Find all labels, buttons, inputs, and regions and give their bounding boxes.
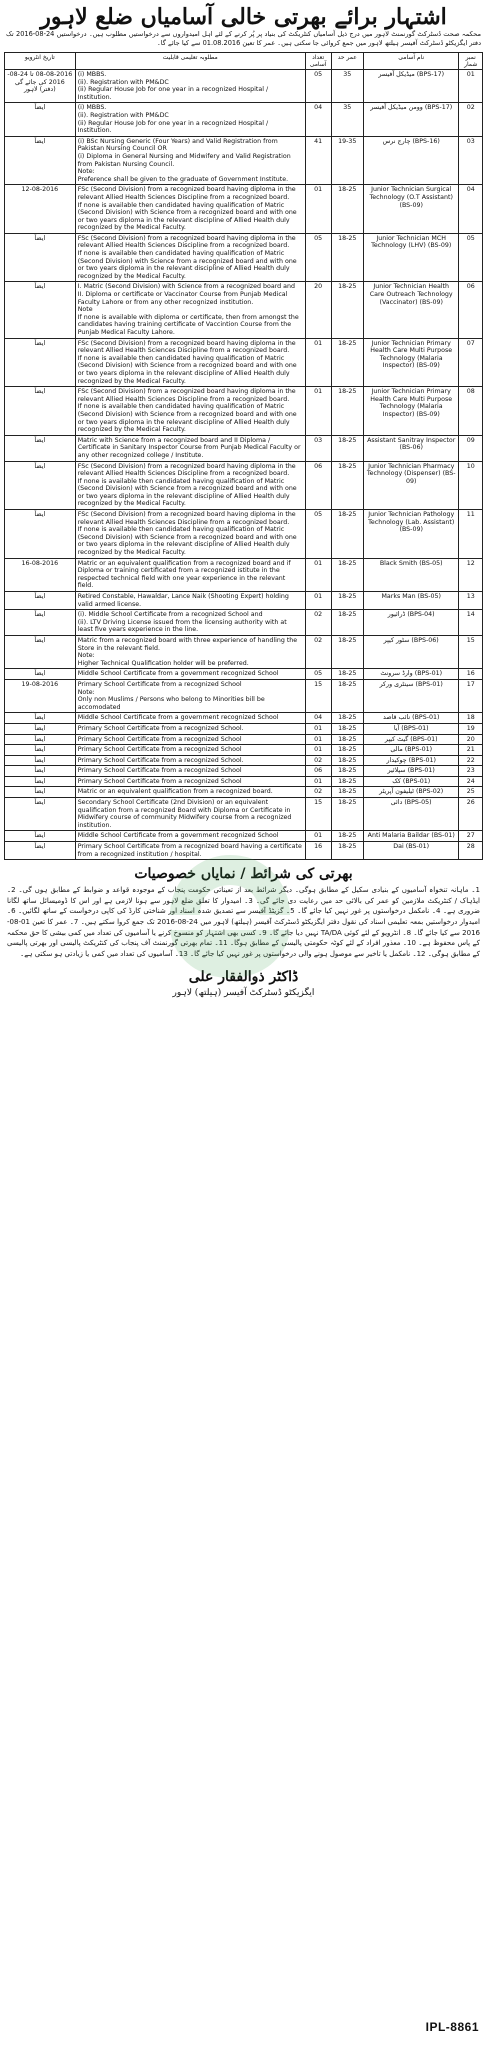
qualification-line: If none is available then candidated having qualification of Matric (Second Division) with Science from a recognized board and with one or two years diploma in the relevant discipline of Allied Health duly recognized by the Medical Faculty. <box>77 526 297 557</box>
cell-qualification <box>75 461 305 510</box>
cell-serial-number: 23 <box>459 766 483 777</box>
col-header-qualification: مطلوبہ تعلیمی قابلیت <box>75 53 305 70</box>
cell-serial-number: 13 <box>459 592 483 610</box>
advertisement-page <box>4 4 483 998</box>
qualification-line: (ii) Regular House Job for one year in a recognized Hospital / Institution. <box>77 86 269 101</box>
col-header-post: نام آسامی <box>364 53 459 70</box>
qualification-line: FSc (Second Division) from a recognized board having diploma in the relevant Allied Health Sciences Discipline from a recognized board. <box>77 462 296 478</box>
table-row <box>5 136 483 185</box>
table-row <box>5 798 483 831</box>
qualification-line: (ii) Regular House Job for one year in a recognized Hospital / Institution. <box>77 119 269 135</box>
qualification-line: Middle School Certificate from a government recognized School <box>77 714 279 722</box>
cell-interview-date: 16-08-2016 <box>5 558 76 591</box>
qualification-line: Matric with Science from a recognized board and II Diploma / Certificate in Sanitary Inspector Course from Punjab Medical Faculty or any other recognized college / Institute. <box>77 436 301 459</box>
cell-age-limit: 18-25 <box>331 185 364 234</box>
cell-qualification <box>75 723 305 734</box>
cell-serial-number: 06 <box>459 282 483 338</box>
cell-qualification <box>75 842 305 860</box>
cell-num-posts: 01 <box>305 338 331 387</box>
cell-num-posts: 15 <box>305 798 331 831</box>
qualification-line: Primary School Certificate from a recognized School <box>77 746 242 754</box>
cell-interview-date: ایضاً <box>5 766 76 777</box>
cell-age-limit: 18-25 <box>331 510 364 559</box>
cell-serial-number: 21 <box>459 745 483 756</box>
cell-serial-number: 07 <box>459 338 483 387</box>
table-row <box>5 766 483 777</box>
cell-interview-date: ایضاً <box>5 831 76 842</box>
cell-serial-number: 17 <box>459 679 483 712</box>
cell-post-name: Junior Technician MCH Technology (LHV) (BS-09) <box>364 233 459 282</box>
cell-age-limit: 18-25 <box>331 842 364 860</box>
cell-serial-number: 27 <box>459 831 483 842</box>
cell-num-posts: 05 <box>305 70 331 103</box>
qualification-line: I. Matric (Second Division) with Science from a recognized board and <box>77 283 296 291</box>
signature-designation: ایگزیکٹو ڈسٹرکٹ آفیسر (ہیلتھ) لاہور <box>172 988 315 999</box>
table-row <box>5 787 483 798</box>
cell-serial-number: 09 <box>459 435 483 461</box>
cell-interview-date: 08-08-2016 تا 24-08-2016 کی جائے گی (دفتر) لاہور <box>5 70 76 103</box>
cell-serial-number: 04 <box>459 185 483 234</box>
cell-num-posts: 01 <box>305 776 331 787</box>
cell-serial-number: 11 <box>459 510 483 559</box>
cell-age-limit: 35 <box>331 70 364 103</box>
table-row <box>5 70 483 103</box>
cell-post-name: Anti Malaria Baildar (BS-01) <box>364 831 459 842</box>
cell-post-name: آیا (BPS-01) <box>364 723 459 734</box>
cell-num-posts: 41 <box>305 136 331 185</box>
table-row <box>5 282 483 338</box>
qualification-line: Retired Constable, Hawaldar, Lance Naik (Shooting Expert) holding valid armed license. <box>77 593 289 608</box>
table-row <box>5 233 483 282</box>
cell-post-name: سپلائیر (BPS-01) <box>364 766 459 777</box>
qualification-line: Secondary School Certificate (2nd Division) or an equivalent qualification from a recognized Board with Diploma or Certificate in Midwifery course of community Midwifery course from a recognized institution. <box>77 799 292 829</box>
cell-age-limit: 18-25 <box>331 282 364 338</box>
cell-post-name: Junior Technician Primary Health Care Multi Purpose Technology (Malaria Inspector) (BS-09) <box>364 338 459 387</box>
cell-interview-date: ایضاً <box>5 734 76 745</box>
cell-qualification <box>75 70 305 103</box>
table-row <box>5 745 483 756</box>
cell-interview-date: ایضاً <box>5 798 76 831</box>
cell-post-name: Junior Technician Health Care Outreach Technology (Vaccinator) (BS-09) <box>364 282 459 338</box>
cell-qualification <box>75 103 305 136</box>
cell-qualification <box>75 610 305 636</box>
col-header-age: عمر حد <box>331 53 364 70</box>
qualification-line: (i) BSc Nursing Generic (Four Years) and Valid Registration from Pakistan Nursing Council OR <box>77 137 278 153</box>
terms-text: 1۔ ماہانہ تنخواہ آسامیوں کے بنیادی سکیل کے مطابق ہوگی۔ دیگر شرائط بعد از تعیناتی حکومت پنجاب کے موجودہ قواعد و ضوابط کے مطابق ہوں گی۔ 2۔ ایڈہاک / کنٹریکٹ ملازمین کو عمر کی بالائی حد میں رعایت دی جائے گی۔ 3۔ امیدوار کا تعلق ضلع لاہور سے ہونا لازمی ہے اور اس کا ڈومیسائل ساتھ لگانا ضروری ہے۔ 4۔ نامکمل درخواستوں پر غور نہیں کیا جائے گا۔ 5۔ گزیٹڈ آفیسر سے تصدیق شدہ اسناد اور شناختی کارڈ کی کاپی درخواست کے ساتھ لگائیں۔ 6۔ امیدوار درخواستیں بمعہ تعلیمی اسناد کی نقول دفتر ایگزیکٹو ڈسٹرکٹ آفیسر (ہیلتھ) لاہور میں 24-08-2016 تک جمع کروا سکتے ہیں۔ 7۔ عمر کا تعین 01-08-2016 سے کیا جائے گا۔ 8۔ انٹرویو کے لئے کوئی TA/DA نہیں دیا جائے گا۔ 9۔ کسی بھی اشتہار کو منسوخ کرنے یا آسامیوں کی تعداد میں کمی بیشی کا حق محکمہ کے پاس محفوظ ہے۔ 10۔ معذور افراد کے لئے کوٹہ حکومتی پالیسی کے مطابق ہوگا۔ 11۔ تمام بھرتی گورنمنٹ آف پنجاب کی کنٹریکٹ پالیسی اور بھرتی پالیسی کے مطابق ہوگی۔ 12۔ نامکمل یا تاخیر سے موصول ہونے والی درخواستوں پر غور نہیں کیا جائے گا۔ 13۔ آسامیوں کی تعداد میں کمی یا زیادتی ہو سکتی ہے۔ <box>7 886 481 958</box>
cell-num-posts: 02 <box>305 755 331 766</box>
cell-num-posts: 04 <box>305 103 331 136</box>
table-row <box>5 842 483 860</box>
cell-age-limit: 18-25 <box>331 669 364 680</box>
cell-interview-date: ایضاً <box>5 755 76 766</box>
cell-age-limit: 18-25 <box>331 461 364 510</box>
cell-age-limit: 18-25 <box>331 723 364 734</box>
cell-serial-number: 18 <box>459 713 483 724</box>
cell-qualification <box>75 387 305 436</box>
cell-num-posts: 02 <box>305 787 331 798</box>
cell-num-posts: 03 <box>305 435 331 461</box>
qualification-line: Primary School Certificate from a recognized School. <box>77 724 244 732</box>
cell-num-posts: 01 <box>305 831 331 842</box>
qualification-line: If none is available with diploma or certificate, then from amongst the candidates having training certificate of Vaccintion Course from the Punjab Medical Faculty Lahore. <box>77 313 299 336</box>
qualification-line: Middle School Certificate from a government recognized School <box>77 832 279 840</box>
cell-serial-number: 20 <box>459 734 483 745</box>
qualification-line: FSc (Second Division) from a recognized board having diploma in the relevant Allied Health Sciences Discipline from a recognized board. <box>77 339 296 355</box>
cell-num-posts: 01 <box>305 723 331 734</box>
cell-qualification <box>75 831 305 842</box>
signature-name: ڈاکٹر ذوالفقار علی <box>188 969 299 986</box>
table-row <box>5 510 483 559</box>
cell-num-posts: 20 <box>305 282 331 338</box>
cell-num-posts: 01 <box>305 558 331 591</box>
cell-post-name: Marks Man (BS-05) <box>364 592 459 610</box>
cell-num-posts: 01 <box>305 745 331 756</box>
cell-qualification <box>75 233 305 282</box>
table-row <box>5 338 483 387</box>
cell-qualification <box>75 558 305 591</box>
cell-post-name: مالی (BPS-01) <box>364 745 459 756</box>
qualification-line: Only non Muslims / Persons who belong to Minorities bill be accomodated <box>77 696 265 711</box>
cell-post-name: Junior Technician Pathology Technology (Lab. Assistant) (BS-09) <box>364 510 459 559</box>
cell-qualification <box>75 592 305 610</box>
cell-qualification <box>75 435 305 461</box>
qualification-line: If none is available then candidated having qualification of Matric (Second Division) with Science from a recognized board and with one or two years diploma in the relevant discipline of Allied Health duly recognized by the Medical Faculty. <box>77 250 297 280</box>
cell-num-posts: 15 <box>305 679 331 712</box>
ipl-code: IPL-8861 <box>425 2020 479 2034</box>
qualification-line: Matric or an equivalent qualification from a recognized board and if Diploma or training certificated from a recognized istitute in the respected technical field with one year experience in the relevant field. <box>77 559 291 590</box>
cell-interview-date: ایضاً <box>5 461 76 510</box>
qualification-line: II. Diploma or certificate or Vaccinator Course from Punjab Medical Faculty Lahore or from any other recognized institution. <box>77 291 288 306</box>
cell-interview-date: ایضاً <box>5 387 76 436</box>
cell-interview-date: ایضاً <box>5 610 76 636</box>
qualification-line: FSc (Second Division) from a recognized board having diploma in the relevant Allied Health Sciences Discipline from a recognized board. <box>77 234 296 250</box>
cell-serial-number: 14 <box>459 610 483 636</box>
cell-age-limit: 18-25 <box>331 798 364 831</box>
cell-interview-date: ایضاً <box>5 592 76 610</box>
cell-qualification <box>75 776 305 787</box>
cell-qualification <box>75 510 305 559</box>
cell-serial-number: 15 <box>459 635 483 668</box>
table-row <box>5 387 483 436</box>
cell-num-posts: 06 <box>305 766 331 777</box>
col-header-sr: نمبر شمار <box>459 53 483 70</box>
cell-qualification <box>75 635 305 668</box>
table-row <box>5 669 483 680</box>
cell-post-name: سٹور کیپر (BPS-06) <box>364 635 459 668</box>
cell-interview-date: ایضاً <box>5 787 76 798</box>
cell-qualification <box>75 787 305 798</box>
cell-age-limit: 35 <box>331 103 364 136</box>
qualification-line: FSc (Second Division) from a recognized board having diploma in the relevant Allied Health Sciences Discipline from a recognized board. <box>77 511 296 526</box>
table-row <box>5 592 483 610</box>
cell-age-limit: 19-35 <box>331 136 364 185</box>
cell-serial-number: 10 <box>459 461 483 510</box>
qualification-line: Primary School Certificate from a recognized School <box>77 680 242 688</box>
signature-block <box>4 969 483 998</box>
cell-post-name: وارڈ سرونٹ (BPS-01) <box>364 669 459 680</box>
cell-num-posts: 05 <box>305 669 331 680</box>
cell-post-name: گیٹ کیپر (BPS-01) <box>364 734 459 745</box>
cell-serial-number: 22 <box>459 755 483 766</box>
ad-intro: محکمہ صحت ڈسٹرکٹ گورنمنٹ لاہور میں درج ذیل آسامیاں کنٹریکٹ کی بنیاد پر پُر کرنے کے لئے اہل امیدواروں سے درخواستیں مطلوب ہیں۔ درخواستیں 24-08-2016 تک دفتر ایگزیکٹو ڈسٹرکٹ آفیسر ہیلتھ لاہور میں جمع کروائی جا سکتی ہیں۔ عمر کا تعین 01.08.2016 سے کیا جائے گا۔ <box>6 30 481 47</box>
table-row <box>5 435 483 461</box>
cell-age-limit: 18-25 <box>331 592 364 610</box>
cell-interview-date: ایضاً <box>5 635 76 668</box>
cell-age-limit: 18-25 <box>331 831 364 842</box>
cell-interview-date: ایضاً <box>5 745 76 756</box>
qualification-line: (i) MBBS. <box>77 71 107 78</box>
cell-num-posts: 02 <box>305 610 331 636</box>
cell-age-limit: 18-25 <box>331 679 364 712</box>
cell-interview-date: ایضاً <box>5 103 76 136</box>
cell-serial-number: 26 <box>459 798 483 831</box>
cell-serial-number: 25 <box>459 787 483 798</box>
table-row <box>5 610 483 636</box>
cell-qualification <box>75 755 305 766</box>
cell-post-name: سینٹری ورکر (BPS-01) <box>364 679 459 712</box>
qualification-line: (ii). Registration with PM&DC <box>77 111 169 119</box>
cell-qualification <box>75 282 305 338</box>
table-row <box>5 558 483 591</box>
qualification-line: (i) MBBS. <box>77 104 107 112</box>
cell-interview-date: ایضاً <box>5 669 76 680</box>
table-row <box>5 734 483 745</box>
cell-age-limit: 18-25 <box>331 776 364 787</box>
qualification-line: If none is available then candidated having qualification of Matric (Second Division) with Science from a recognized board and with one or two years diploma in the relevant discipline of Allied Health duly recognized by the Medical Faculty. <box>77 354 297 385</box>
cell-serial-number: 12 <box>459 558 483 591</box>
cell-interview-date: ایضاً <box>5 233 76 282</box>
qualification-line: FSc (Second Division) from a recognized board having diploma in the relevant Allied Health Sciences Discipline from a recognized board. <box>77 186 296 201</box>
cell-qualification <box>75 745 305 756</box>
qualification-line: Note: <box>77 652 95 660</box>
cell-num-posts: 02 <box>305 635 331 668</box>
qualification-line: (i). Middle School Certificate from a recognized School and <box>77 611 263 619</box>
cell-num-posts: 05 <box>305 233 331 282</box>
cell-num-posts: 01 <box>305 387 331 436</box>
qualification-line: If none is available then candidated having qualification of Matric (Second Division) with Science from a recognized board and with one or two years diploma in the relevant discipline of Allied Health duly recognized by the Medical Faculty. <box>77 201 297 232</box>
table-row <box>5 723 483 734</box>
cell-interview-date: ایضاً <box>5 338 76 387</box>
cell-qualification <box>75 798 305 831</box>
cell-qualification <box>75 185 305 234</box>
cell-post-name: چوکیدار (BPS-01) <box>364 755 459 766</box>
cell-age-limit: 18-25 <box>331 338 364 387</box>
cell-post-name: Black Smith (BS-05) <box>364 558 459 591</box>
cell-post-name: وومن میڈیکل آفیسر (BPS-17) <box>364 103 459 136</box>
qualification-line: Note <box>77 306 93 314</box>
cell-post-name: Junior Technician Pharmacy Technology (Dispenser) (BS-09) <box>364 461 459 510</box>
cell-serial-number: 19 <box>459 723 483 734</box>
cell-num-posts: 05 <box>305 510 331 559</box>
qualification-line: Preference shall be given to the graduate of Government Institute. <box>77 175 289 183</box>
cell-post-name: Assistant Sanitray Inspector (BS-06) <box>364 435 459 461</box>
cell-qualification <box>75 669 305 680</box>
cell-age-limit: 18-25 <box>331 635 364 668</box>
table-row <box>5 679 483 712</box>
table-row <box>5 185 483 234</box>
qualification-line: Matric from a recognized board with three experience of handling the Store in the relevant field. <box>77 636 298 652</box>
qualification-line: Note: <box>77 688 95 696</box>
cell-serial-number: 24 <box>459 776 483 787</box>
cell-post-name: دائی (BPS-05) <box>364 798 459 831</box>
cell-age-limit: 18-25 <box>331 734 364 745</box>
cell-interview-date: ایضاً <box>5 435 76 461</box>
cell-interview-date: ایضاً <box>5 510 76 559</box>
cell-num-posts: 01 <box>305 592 331 610</box>
qualification-line: Middle School Certificate from a government recognized School <box>77 670 279 678</box>
cell-post-name: Junior Technician Surgical Technology (O.T Assistant) (BS-09) <box>364 185 459 234</box>
col-header-date: تاریخ انٹرویو <box>5 53 76 70</box>
table-row <box>5 776 483 787</box>
cell-post-name: Dai (BS-01) <box>364 842 459 860</box>
cell-post-name: نائب قاصد (BPS-01) <box>364 713 459 724</box>
cell-post-name: ڈرائیور (BPS-04) <box>364 610 459 636</box>
table-row <box>5 831 483 842</box>
table-row <box>5 635 483 668</box>
qualification-line: FSc (Second Division) from a recognized board having diploma in the relevant Allied Health Sciences Discipline from a recognized board. <box>77 388 296 403</box>
qualification-line: (ii). LTV Driving License issued from the licensing authority with at least five years experience in the line. <box>77 618 287 634</box>
cell-qualification <box>75 338 305 387</box>
col-header-num-posts: تعداد آسامی <box>305 53 331 70</box>
cell-num-posts: 01 <box>305 734 331 745</box>
qualification-line: Note: <box>77 168 95 176</box>
cell-post-name: Junior Technician Primary Health Care Multi Purpose Technology (Malaria Inspector) (BS-09) <box>364 387 459 436</box>
cell-age-limit: 18-25 <box>331 558 364 591</box>
cell-qualification <box>75 766 305 777</box>
table-row <box>5 461 483 510</box>
cell-age-limit: 18-25 <box>331 787 364 798</box>
qualification-line: Primary School Certificate from a recognized School. <box>77 756 244 764</box>
cell-qualification <box>75 713 305 724</box>
cell-num-posts: 01 <box>305 185 331 234</box>
ad-title: اشتہار برائے بھرتی خالی آسامیاں ضلع لاہور <box>40 4 447 30</box>
cell-serial-number: 16 <box>459 669 483 680</box>
qualification-line: Primary School Certificate from a recognized School <box>77 735 242 743</box>
cell-num-posts: 04 <box>305 713 331 724</box>
cell-post-name: ٹیلیفون آپریٹر (BPS-02) <box>364 787 459 798</box>
cell-interview-date: ایضاً <box>5 136 76 185</box>
terms-title: بھرتی کی شرائط / نمایاں خصوصیات <box>134 866 353 883</box>
qualification-line: Matric or an equivalent qualification from a recognized board. <box>77 788 273 796</box>
qualification-line: Primary School Certificate from a recognized School <box>77 767 242 775</box>
table-header-row <box>5 53 483 70</box>
cell-post-name: کک (BPS-01) <box>364 776 459 787</box>
cell-age-limit: 18-25 <box>331 233 364 282</box>
table-row <box>5 755 483 766</box>
cell-interview-date: 19-08-2016 <box>5 679 76 712</box>
cell-interview-date: ایضاً <box>5 713 76 724</box>
qualification-line: If none is available then candidated having qualification of Matric (Second Division) with Science from a recognized board and with one or two years diploma in the relevant discipline of Allied Health duly recognized by the Medical Faculty. <box>77 403 297 434</box>
cell-serial-number: 03 <box>459 136 483 185</box>
table-row <box>5 713 483 724</box>
table-row <box>5 103 483 136</box>
cell-age-limit: 18-25 <box>331 766 364 777</box>
cell-interview-date: ایضاً <box>5 842 76 860</box>
cell-post-name: میڈیکل آفیسر (BPS-17) <box>364 70 459 103</box>
qualification-line: (i) Diploma in General Nursing and Midwifery and Valid Registration from Pakistan Nursing Council. <box>77 152 291 168</box>
cell-qualification <box>75 734 305 745</box>
cell-qualification <box>75 679 305 712</box>
cell-num-posts: 16 <box>305 842 331 860</box>
qualification-line: (ii). Registration with PM&DC <box>77 78 169 86</box>
cell-interview-date: ایضاً <box>5 723 76 734</box>
cell-serial-number: 02 <box>459 103 483 136</box>
cell-age-limit: 18-25 <box>331 745 364 756</box>
qualification-line: Higher Technical Qualification holder will be preferred. <box>77 659 249 667</box>
cell-interview-date: ایضاً <box>5 282 76 338</box>
cell-interview-date: 12-08-2016 <box>5 185 76 234</box>
cell-num-posts: 06 <box>305 461 331 510</box>
cell-serial-number: 08 <box>459 387 483 436</box>
cell-serial-number: 28 <box>459 842 483 860</box>
cell-age-limit: 18-25 <box>331 755 364 766</box>
qualification-line: Primary School Certificate from a recognized School <box>77 777 242 785</box>
cell-age-limit: 18-25 <box>331 387 364 436</box>
table-body <box>5 70 483 860</box>
cell-serial-number: 05 <box>459 233 483 282</box>
cell-age-limit: 18-25 <box>331 713 364 724</box>
qualification-line: If none is available then candidated having qualification of Matric (Second Division) with Science from a recognized board and with one or two years diploma in the relevant discipline of Allied Health duly recognized by the Medical Faculty. <box>77 477 297 508</box>
cell-interview-date: ایضاً <box>5 776 76 787</box>
cell-age-limit: 18-25 <box>331 435 364 461</box>
jobs-table <box>4 52 483 860</box>
cell-serial-number: 01 <box>459 70 483 103</box>
qualification-line: Primary School Certificate from a recognized board having a certificate from a recognized institution / hospital. <box>77 843 302 858</box>
cell-post-name: چارج نرس (BPS-16) <box>364 136 459 185</box>
cell-age-limit: 18-25 <box>331 610 364 636</box>
cell-qualification <box>75 136 305 185</box>
